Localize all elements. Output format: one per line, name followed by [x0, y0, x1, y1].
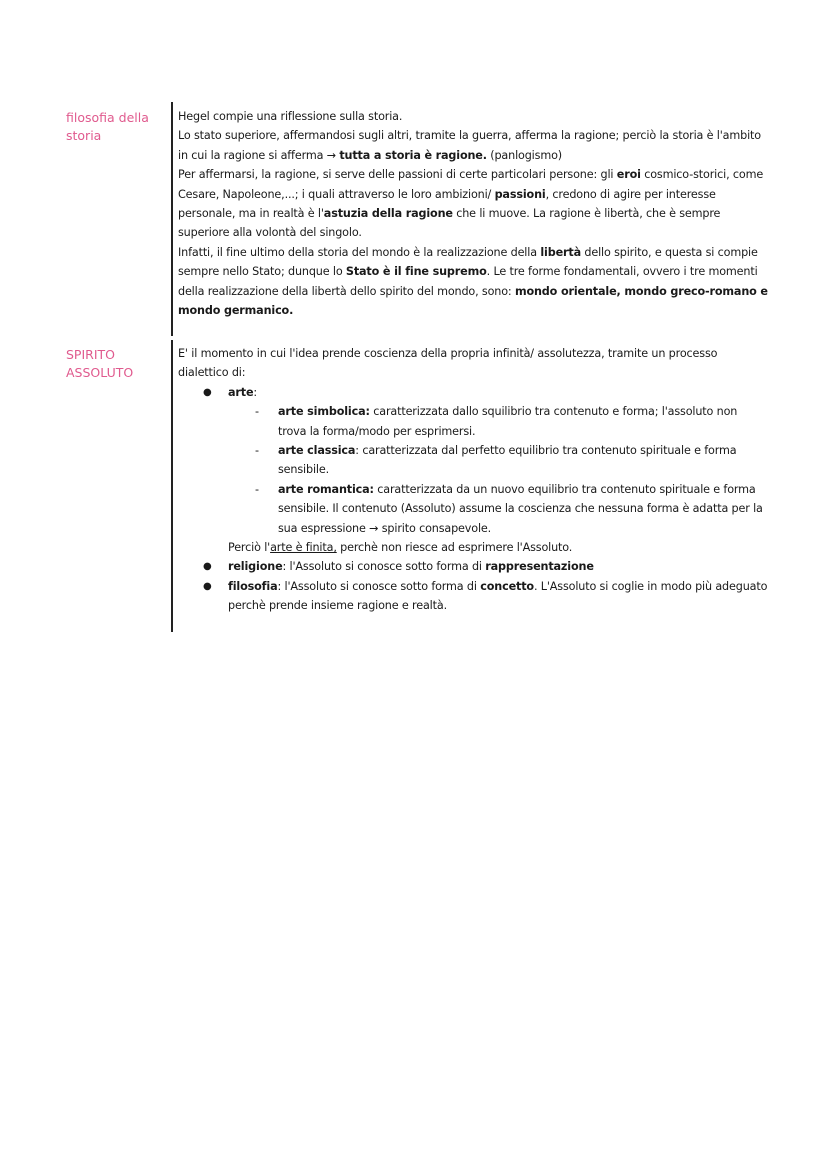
text: dello spirito, e questa si compie sempre nello Stato; dunque lo [178, 245, 758, 279]
list-item-filosofia [178, 577, 768, 616]
underlined-text: arte è finita, [270, 541, 337, 555]
bold-text: astuzia della ragione [323, 207, 453, 221]
bold-text: libertà [540, 245, 581, 259]
label-line: storia [66, 128, 102, 143]
bold-text: rappresentazione [485, 560, 594, 574]
bold-text: concetto [480, 579, 534, 593]
bold-text: filosofia [228, 579, 278, 593]
text: , credono di agire per interesse personale, ma in realtà è l' [178, 187, 716, 221]
bold-text: Stato è il fine supremo [345, 265, 487, 279]
dash-icon: - [255, 405, 259, 419]
section-divider-line [171, 102, 173, 336]
bullet-icon: ● [203, 561, 212, 573]
bold-text: arte simbolica: [278, 405, 370, 419]
section-content [178, 344, 768, 616]
paragraph [178, 243, 768, 321]
text: Per affermarsi, la ragione, si serve delle passioni di certe particolari persone: gli [178, 168, 617, 182]
bold-text: arte [228, 385, 254, 399]
bullet-list [178, 557, 768, 615]
bold-text: religione [228, 560, 283, 574]
bullet-list [178, 383, 768, 538]
list-item-arte-classica [228, 441, 768, 480]
list-item-religione [178, 557, 768, 576]
list-item-arte [178, 383, 768, 538]
bold-text: arte classica [278, 444, 356, 458]
bold-text: eroi [616, 168, 641, 182]
paragraph [178, 107, 768, 126]
text: . L'Assoluto si coglie in modo più adeguato perchè prende insieme ragione e realtà. [228, 579, 768, 613]
label-line: filosofia della [66, 110, 149, 125]
section-label-spirito-assoluto [66, 346, 166, 382]
text: : caratterizzata dal perfetto equilibrio tra contenuto spirituale e forma sensibile. [278, 444, 737, 477]
section-content [178, 107, 768, 320]
text: Perciò l' [228, 541, 271, 555]
label-line: ASSOLUTO [66, 365, 134, 380]
list-item-arte-romantica [228, 480, 768, 538]
bullet-icon: ● [203, 386, 212, 398]
text: caratterizzata da un nuovo equilibrio tra contenuto spirituale e forma sensibile. Il contenuto (Assoluto) assume la coscienza che nessuna forma è adatta per la sua espressione → spirito consapevole. [278, 482, 763, 535]
text: Hegel compie una riflessione sulla storia. [178, 110, 403, 123]
paragraph-arte-finita [178, 538, 768, 557]
bold-text: passioni [494, 187, 546, 201]
text: cosmico-storici, come Cesare, Napoleone,...; i quali attraverso le loro ambizioni/ [178, 168, 764, 201]
bold-text: tutta a storia è ragione. [339, 148, 487, 162]
text: caratterizzata dallo squilibrio tra contenuto e forma; l'assoluto non trova la forma/modo per esprimersi. [278, 405, 738, 438]
paragraph [178, 165, 768, 243]
bullet-icon: ● [203, 580, 212, 592]
text: Lo stato superiore, affermandosi sugli altri, tramite la guerra, afferma la ragione; perciò la storia è l'ambito in cui la ragione si afferma → [178, 129, 761, 162]
section-label-filosofia-della-storia [66, 109, 166, 145]
text: perchè non riesce ad esprimere l'Assoluto. [336, 541, 573, 555]
paragraph [178, 126, 768, 165]
bold-text: arte romantica: [278, 482, 374, 496]
list-item-arte-simbolica [228, 402, 768, 441]
text: (panlogismo) [486, 148, 562, 162]
section-divider-line [171, 340, 173, 632]
intro-paragraph: E' il momento in cui l'idea prende coscienza della propria infinità/ assolutezza, tramite un processo dialettico di: [178, 347, 718, 380]
dash-icon: - [255, 482, 259, 496]
dash-icon: - [255, 444, 259, 458]
text: che li muove. La ragione è libertà, che è sempre superiore alla volontà del singolo. [178, 207, 721, 240]
text: Infatti, il fine ultimo della storia del mondo è la realizzazione della [178, 245, 541, 259]
text: : l'Assoluto si conosce sotto forma di [282, 560, 486, 574]
bold-text: mondo orientale, mondo greco-romano e mondo germanico. [178, 284, 768, 318]
label-line: SPIRITO [66, 347, 116, 362]
text: : [253, 385, 258, 399]
text: . Le tre forme fondamentali, ovvero i tre momenti della realizzazione della libertà dello spirito del mondo, sono: [178, 265, 758, 298]
text: : l'Assoluto si conosce sotto forma di [277, 579, 481, 593]
dash-list [228, 402, 768, 538]
